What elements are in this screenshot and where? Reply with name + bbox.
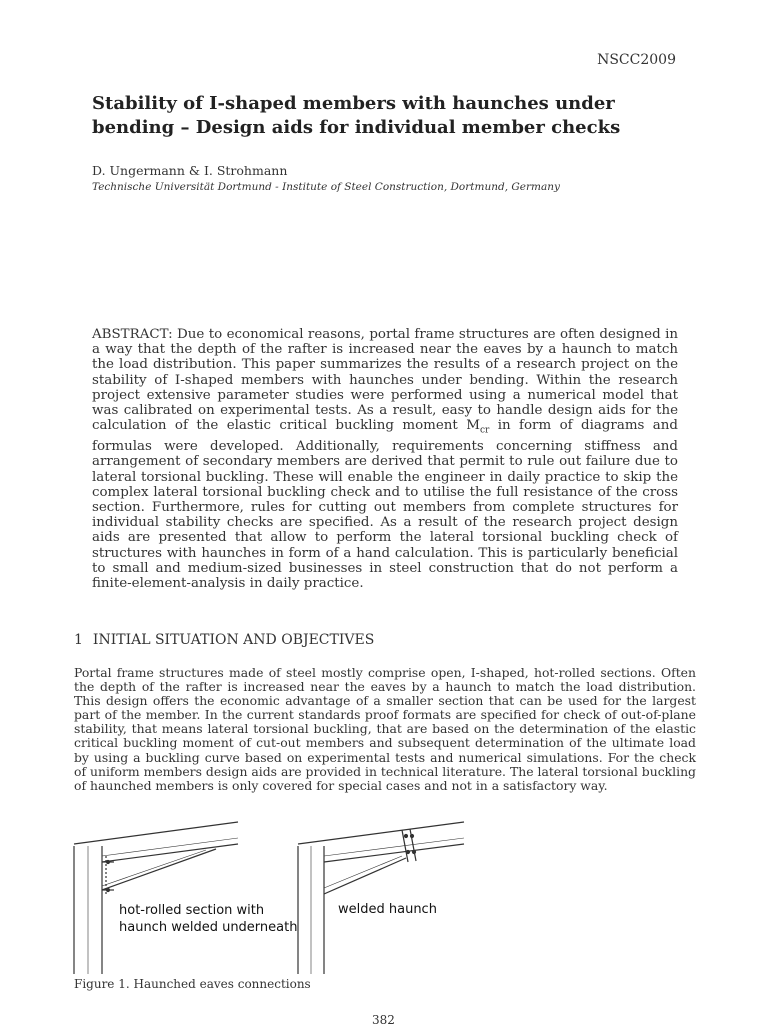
abstract <box>92 327 678 591</box>
figure-label-left <box>119 902 297 936</box>
figure-drawing <box>66 816 486 976</box>
section-heading <box>74 632 374 648</box>
abstract-subscript: cr <box>479 425 490 436</box>
left-rafter-top <box>74 822 238 844</box>
figure-caption: Figure 1. Haunched eaves connections <box>74 977 311 991</box>
abstract-label: ABSTRACT: <box>92 327 173 342</box>
abstract-text-after: in form of diagrams and formulas were developed. Additionally, requirements concerning stiffness and arrangement of secondary members are derived that permit to rule out failure due to lateral torsional buckling. These will enable the engineer in daily practice to skip the complex lateral torsional buckling check and to utilise the full resistance of the cross section. Furthermore, rules for cutting out members from complete structures for individual stability checks are specified. As a result of the research project design aids are presented that allow to perform the lateral torsional buckling check of structures with haunches in form of a hand calculation. This is particularly beneficial to small and medium-sized businesses in steel construction that do not perform a finite-element-analysis in daily practice. <box>92 418 678 591</box>
section-number: 1 <box>74 632 83 648</box>
paper-affiliation: Technische Universität Dortmund - Institute of Steel Construction, Dortmund, Germany <box>92 181 560 193</box>
right-rafter-top <box>298 822 464 844</box>
figure-haunched-eaves <box>66 816 486 976</box>
page-number: 382 <box>372 1013 395 1027</box>
right-haunch-bottom <box>324 858 406 894</box>
figure-label-right: welded haunch <box>338 902 437 917</box>
left-haunch-bottom <box>102 849 216 890</box>
section-paragraph: Portal frame structures made of steel mostly comprise open, I-shaped, hot-rolled sections. Often the depth of the rafter is increased near the eaves by a haunch to match the load distribution. This design offers the economic advantage of a smaller section that can be used for the largest part of the member. In the current standards proof formats are specified for check of out-of-plane stability, that means lateral torsional buckling, that are based on the determination of the elastic critical buckling moment of cut-out members and subsequent determination of the ultimate load by using a buckling curve based on experimental tests and numerical simulations. For the check of uniform members design aids are provided in technical literature. The lateral torsional buckling of haunched members is only covered for special cases and not in a satisfactory way. <box>74 665 696 793</box>
figure-label-left-line1: hot-rolled section with <box>119 903 265 918</box>
paper-title: Stability of I-shaped members with haunches under bending – Design aids for individual member checks <box>92 93 621 138</box>
figure-label-left-line2: haunch welded underneath <box>119 920 298 935</box>
abstract-text-before: Due to economical reasons, portal frame structures are often designed in a way that the depth of the rafter is increased near the eaves by a haunch to match the load distribution. This paper summarizes the results of a research project on the stability of I-shaped members with haunches under bending. Within the research project extensive parameter studies were performed using a numerical model that was calibrated on experimental tests. As a result, easy to handle design aids for the calculation of the elastic critical buckling moment M <box>92 327 678 434</box>
conference-header: NSCC2009 <box>597 52 676 68</box>
section-title: INITIAL SITUATION AND OBJECTIVES <box>92 632 375 648</box>
paper-authors: D. Ungermann & I. Strohmann <box>92 163 288 178</box>
